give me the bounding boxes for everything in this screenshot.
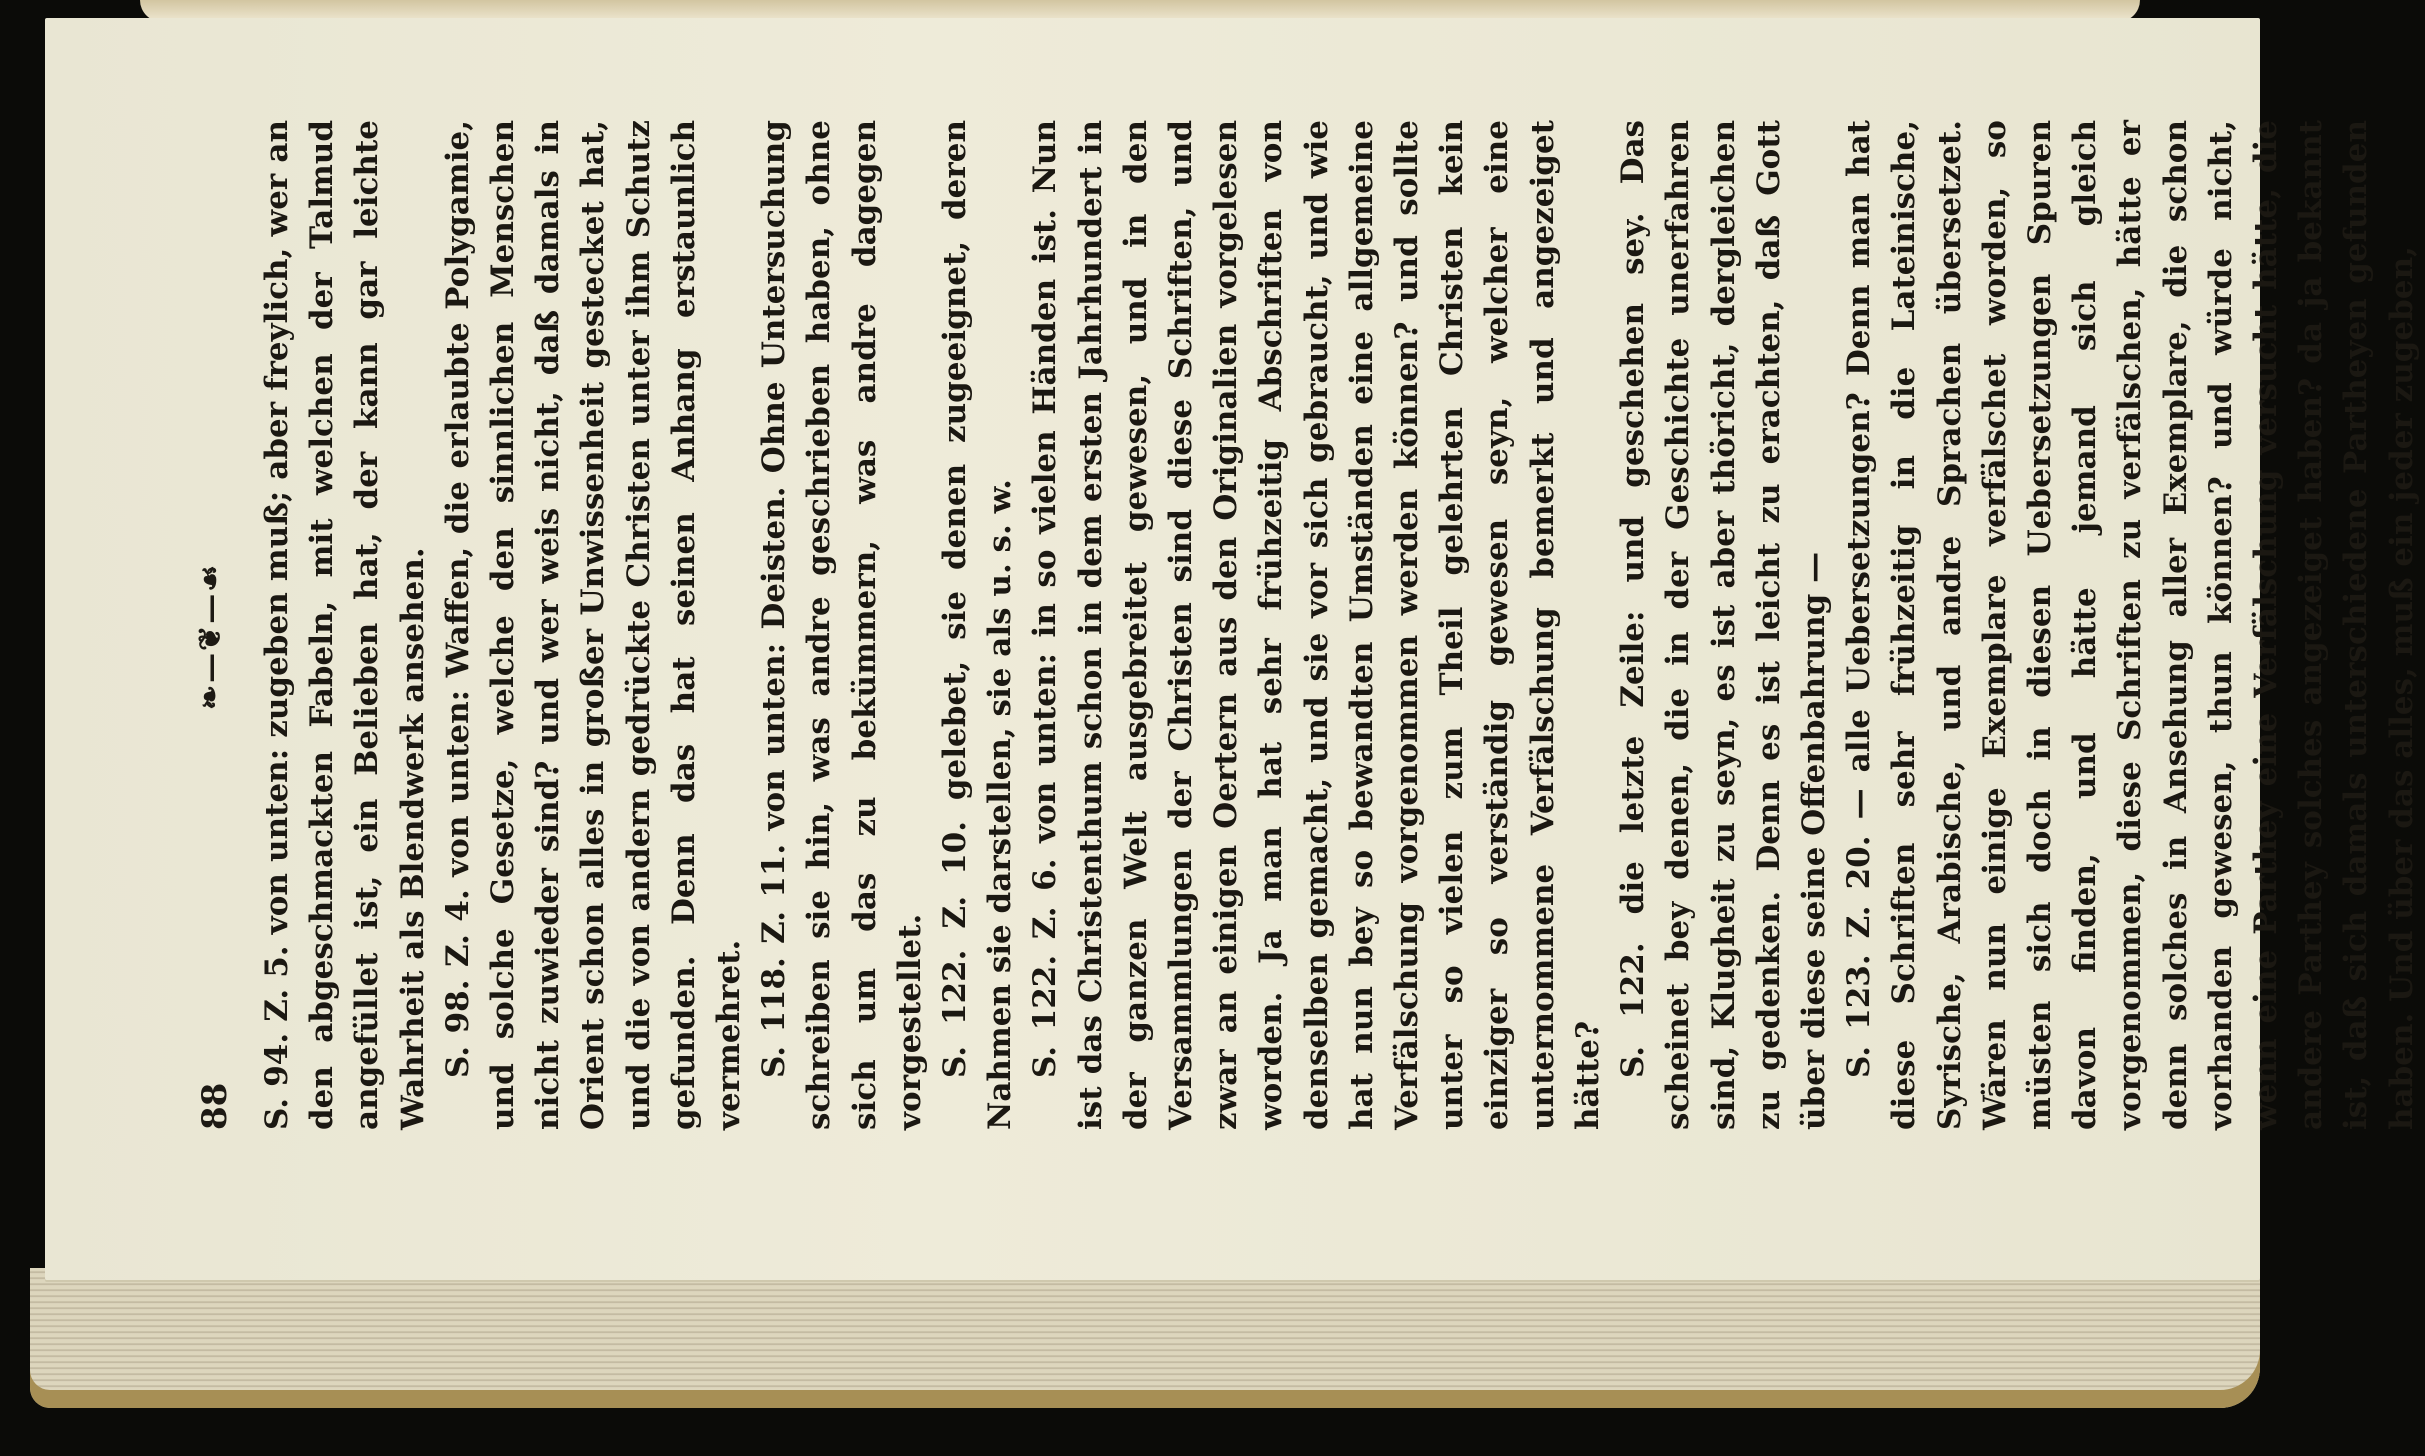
paragraph: S. 122. Z. 6. von unten: in so vielen Händen ist. Nun ist das Christenthum schon in dem ersten Jahrhundert in der ganzen Welt ausgebreitet gewesen, und in den Versammlungen der Christen sind diese Schriften, und zwar an einigen Oertern aus den Originalien vorgelesen worden. Ja man hat sehr frühzeitig Abschriften von denselben gemacht, und sie vor sich gebraucht, und wie hat nun bey so bewandten Umständen eine allgemeine Verfälschung vorgenommen werden können? und sollte unter so vielen zum Theil gelehrten Christen kein einziger so verständig gewesen seyn, welcher eine unternommene Verfälschung bemerkt und angezeiget hätte?: [1027, 120, 1606, 1130]
page-header: [195, 120, 255, 1130]
page-number: 88: [195, 1082, 235, 1130]
paragraph: S. 98. Z. 4. von unten: Waffen, die erlaubte Polygamie, und solche Gesetze, welche den sinnlichen Menschen nicht zuwieder sind? und wer weis nicht, daß damals in Orient schon alles in großer Unwissenheit gestecket hat, und die von andern gedrückte Christen unter ihm Schutz gefunden. Denn das hat seinen Anhang erstaunlich vermehret.: [439, 120, 748, 1130]
paragraph: S. 122. Z. 10. gelebet, sie denen zugeeignet, deren Nahmen sie darstellen, sie als u. s. w.: [937, 120, 1019, 1130]
header-ornament: ❧—❦—☙: [193, 562, 228, 710]
book-page: [45, 18, 2420, 1280]
page-stack: [30, 1268, 2260, 1408]
paragraph: S. 122. die letzte Zeile: und geschehen sey. Das scheinet bey denen, die in der Geschichte unerfahren sind, Klugheit zu seyn, es ist aber thöricht, dergleichen zu gedenken. Denn es ist leicht zu erachten, daß Gott über diese seine Offenbahrung —: [1615, 120, 1832, 1130]
paragraph: S. 123. Z. 20. — alle Uebersetzungen? Denn man hat diese Schriften sehr frühzeitig in die Lateinische, Syrische, Arabische, und andre Sprachen übersetzet. Wären nun einige Exemplare verfälschet worden, so müsten sich doch in diesen Uebersetzungen Spuren davon finden, und hätte jemand sich gleich vorgenommen, diese Schriften zu verfälschen, hätte er denn solches in Ansehung aller Exemplare, die schon vorhanden gewesen, thun können? und würde nicht, wenn eine Parthey eine Verfälschung versucht hätte, die andere Parthey solches angezeiget haben? da ja bekannt ist, daß sich damals unterschiedene Partheyen gefunden haben. Und über das alles, muß ein jeder zugeben,: [1841, 120, 2420, 1130]
paragraph: S. 94. Z. 5. von unten: zugeben muß; aber freylich, wer an den abgeschmackten Fabeln, mit welchen der Talmud angefüllet ist, ein Belieben hat, der kann gar leichte Wahrheit als Blendwerk ansehen.: [259, 120, 431, 1130]
paragraph: S. 118. Z. 11. von unten: Deisten. Ohne Untersuchung schreiben sie hin, was andre geschrieben haben, ohne sich um das zu bekümmern, was andre dagegen vorgestellet.: [756, 120, 928, 1130]
text-block: [195, 120, 2425, 1130]
rotated-page-content: [45, 18, 2420, 1280]
